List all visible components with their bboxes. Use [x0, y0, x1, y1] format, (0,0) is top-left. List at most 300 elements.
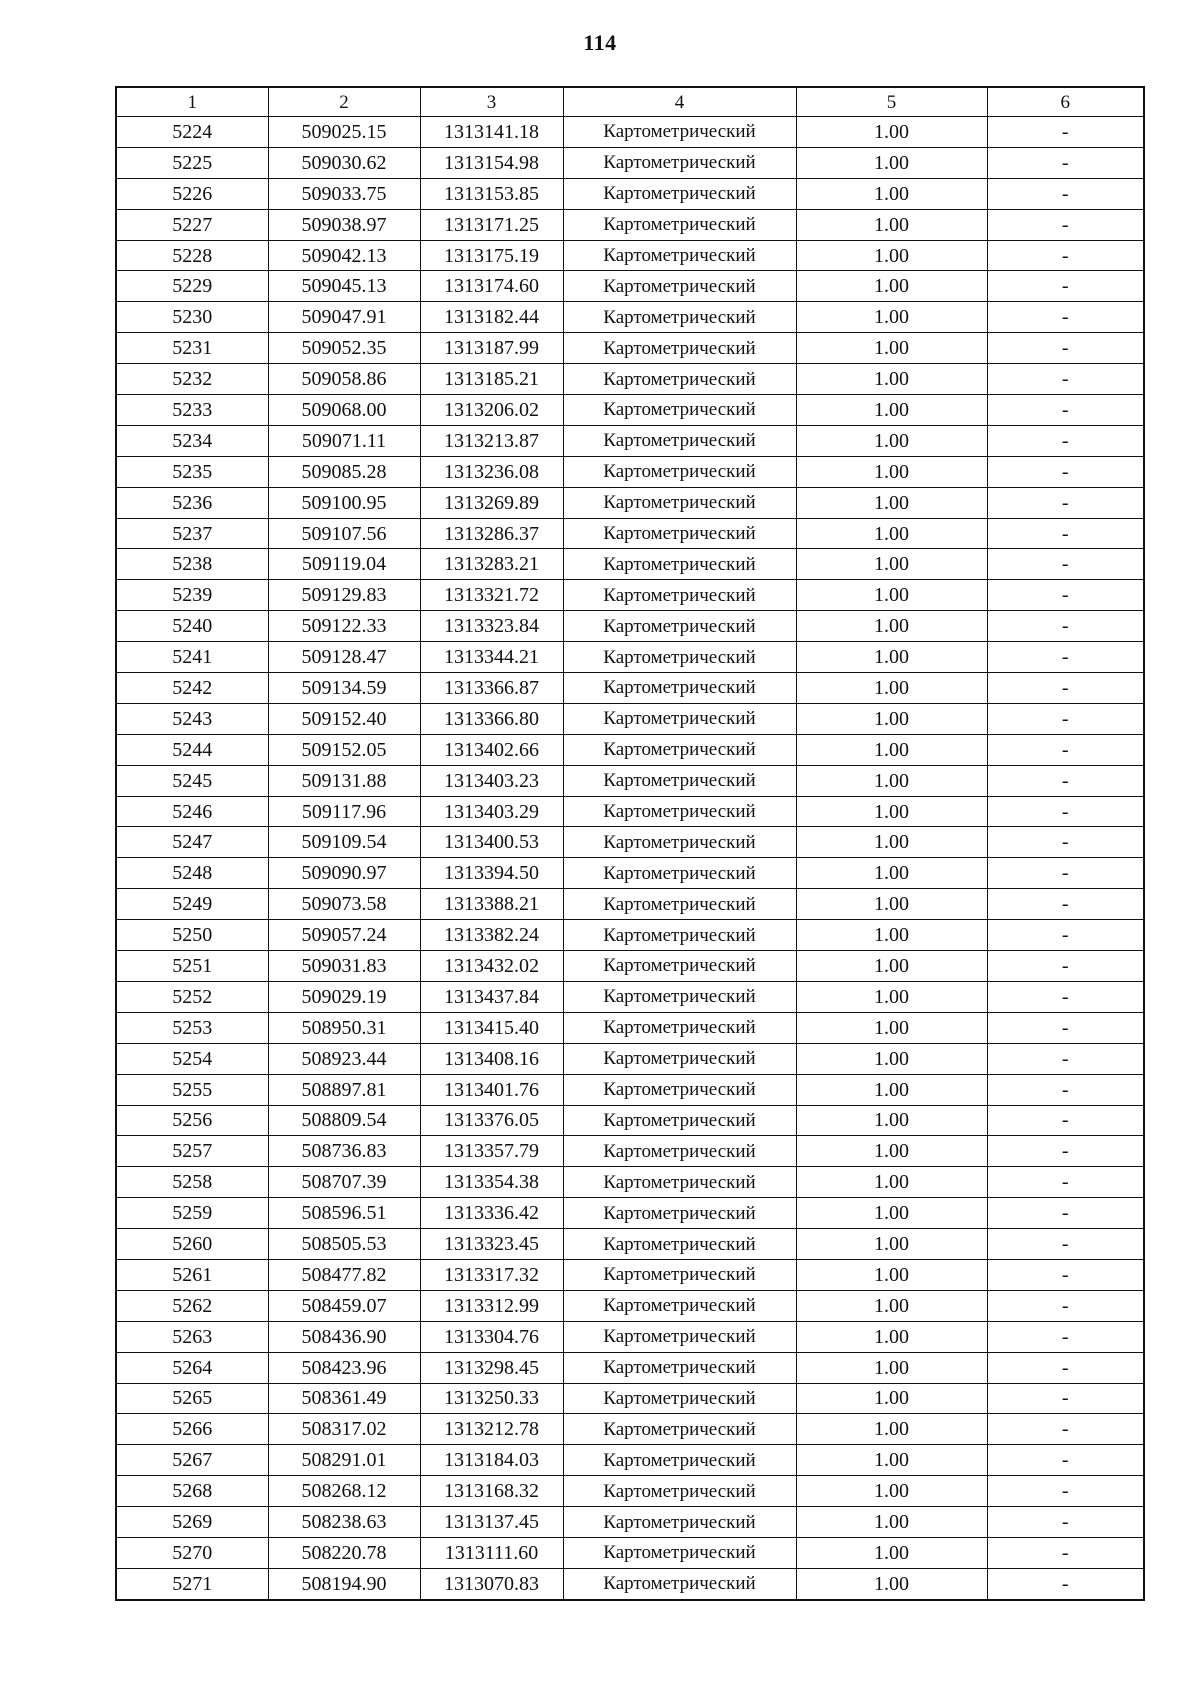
y-coordinate-cell: 1313250.33 — [420, 1383, 563, 1414]
accuracy-cell: 1.00 — [796, 1198, 987, 1229]
y-coordinate-cell: 1313236.08 — [420, 456, 563, 487]
method-cell: Картометрический — [563, 425, 796, 456]
x-coordinate-cell: 509073.58 — [268, 889, 420, 920]
method-cell: Картометрический — [563, 395, 796, 426]
table-row — [116, 889, 1144, 920]
note-cell: - — [987, 1105, 1144, 1136]
y-coordinate-cell: 1313357.79 — [420, 1136, 563, 1167]
x-coordinate-cell: 509134.59 — [268, 673, 420, 704]
table-row — [116, 642, 1144, 673]
table-row — [116, 981, 1144, 1012]
point-number-cell: 5257 — [116, 1136, 268, 1167]
table-row — [116, 1074, 1144, 1105]
accuracy-cell: 1.00 — [796, 642, 987, 673]
table-body — [116, 117, 1144, 1600]
note-cell: - — [987, 333, 1144, 364]
accuracy-cell: 1.00 — [796, 889, 987, 920]
accuracy-cell: 1.00 — [796, 858, 987, 889]
y-coordinate-cell: 1313168.32 — [420, 1476, 563, 1507]
method-cell: Картометрический — [563, 734, 796, 765]
column-header-1: 1 — [116, 87, 268, 117]
x-coordinate-cell: 509090.97 — [268, 858, 420, 889]
method-cell: Картометрический — [563, 1476, 796, 1507]
point-number-cell: 5266 — [116, 1414, 268, 1445]
table-row — [116, 333, 1144, 364]
note-cell: - — [987, 920, 1144, 951]
method-cell: Картометрический — [563, 1537, 796, 1568]
y-coordinate-cell: 1313206.02 — [420, 395, 563, 426]
point-number-cell: 5261 — [116, 1259, 268, 1290]
method-cell: Картометрический — [563, 1259, 796, 1290]
table-row — [116, 209, 1144, 240]
column-header-6: 6 — [987, 87, 1144, 117]
x-coordinate-cell: 509038.97 — [268, 209, 420, 240]
y-coordinate-cell: 1313111.60 — [420, 1537, 563, 1568]
method-cell: Картометрический — [563, 1167, 796, 1198]
x-coordinate-cell: 508268.12 — [268, 1476, 420, 1507]
table-row — [116, 796, 1144, 827]
accuracy-cell: 1.00 — [796, 117, 987, 148]
page-number: 114 — [583, 30, 617, 55]
point-number-cell: 5231 — [116, 333, 268, 364]
table-row — [116, 395, 1144, 426]
note-cell: - — [987, 1352, 1144, 1383]
x-coordinate-cell: 509152.05 — [268, 734, 420, 765]
method-cell: Картометрический — [563, 1568, 796, 1599]
x-coordinate-cell: 508238.63 — [268, 1507, 420, 1538]
point-number-cell: 5258 — [116, 1167, 268, 1198]
note-cell: - — [987, 1568, 1144, 1599]
y-coordinate-cell: 1313175.19 — [420, 240, 563, 271]
table-row — [116, 518, 1144, 549]
note-cell: - — [987, 147, 1144, 178]
y-coordinate-cell: 1313185.21 — [420, 364, 563, 395]
accuracy-cell: 1.00 — [796, 209, 987, 240]
table-row — [116, 920, 1144, 951]
point-number-cell: 5245 — [116, 765, 268, 796]
accuracy-cell: 1.00 — [796, 765, 987, 796]
note-cell: - — [987, 1074, 1144, 1105]
point-number-cell: 5235 — [116, 456, 268, 487]
point-number-cell: 5253 — [116, 1012, 268, 1043]
point-number-cell: 5225 — [116, 147, 268, 178]
table-row — [116, 1136, 1144, 1167]
note-cell: - — [987, 1476, 1144, 1507]
y-coordinate-cell: 1313312.99 — [420, 1290, 563, 1321]
method-cell: Картометрический — [563, 364, 796, 395]
point-number-cell: 5244 — [116, 734, 268, 765]
table-row — [116, 1445, 1144, 1476]
note-cell: - — [987, 1198, 1144, 1229]
method-cell: Картометрический — [563, 827, 796, 858]
accuracy-cell: 1.00 — [796, 1167, 987, 1198]
table-row — [116, 734, 1144, 765]
y-coordinate-cell: 1313286.37 — [420, 518, 563, 549]
point-number-cell: 5246 — [116, 796, 268, 827]
method-cell: Картометрический — [563, 549, 796, 580]
method-cell: Картометрический — [563, 302, 796, 333]
table-row — [116, 117, 1144, 148]
table-row — [116, 611, 1144, 642]
x-coordinate-cell: 508707.39 — [268, 1167, 420, 1198]
accuracy-cell: 1.00 — [796, 734, 987, 765]
note-cell: - — [987, 703, 1144, 734]
point-number-cell: 5260 — [116, 1229, 268, 1260]
table-row — [116, 1383, 1144, 1414]
method-cell: Картометрический — [563, 703, 796, 734]
table-row — [116, 1568, 1144, 1599]
note-cell: - — [987, 364, 1144, 395]
table-row — [116, 1229, 1144, 1260]
y-coordinate-cell: 1313366.87 — [420, 673, 563, 704]
coordinates-table — [115, 86, 1145, 1601]
method-cell: Картометрический — [563, 889, 796, 920]
point-number-cell: 5236 — [116, 487, 268, 518]
accuracy-cell: 1.00 — [796, 1290, 987, 1321]
x-coordinate-cell: 508361.49 — [268, 1383, 420, 1414]
note-cell: - — [987, 673, 1144, 704]
method-cell: Картометрический — [563, 796, 796, 827]
y-coordinate-cell: 1313141.18 — [420, 117, 563, 148]
column-header-2: 2 — [268, 87, 420, 117]
table-row — [116, 858, 1144, 889]
table-row — [116, 302, 1144, 333]
x-coordinate-cell: 508477.82 — [268, 1259, 420, 1290]
point-number-cell: 5230 — [116, 302, 268, 333]
point-number-cell: 5240 — [116, 611, 268, 642]
accuracy-cell: 1.00 — [796, 1507, 987, 1538]
point-number-cell: 5241 — [116, 642, 268, 673]
accuracy-cell: 1.00 — [796, 240, 987, 271]
y-coordinate-cell: 1313432.02 — [420, 951, 563, 982]
accuracy-cell: 1.00 — [796, 456, 987, 487]
table-row — [116, 1352, 1144, 1383]
point-number-cell: 5271 — [116, 1568, 268, 1599]
method-cell: Картометрический — [563, 920, 796, 951]
y-coordinate-cell: 1313184.03 — [420, 1445, 563, 1476]
method-cell: Картометрический — [563, 1105, 796, 1136]
accuracy-cell: 1.00 — [796, 302, 987, 333]
point-number-cell: 5227 — [116, 209, 268, 240]
accuracy-cell: 1.00 — [796, 827, 987, 858]
point-number-cell: 5229 — [116, 271, 268, 302]
point-number-cell: 5249 — [116, 889, 268, 920]
table-row — [116, 178, 1144, 209]
point-number-cell: 5256 — [116, 1105, 268, 1136]
accuracy-cell: 1.00 — [796, 1537, 987, 1568]
note-cell: - — [987, 1445, 1144, 1476]
table-row — [116, 1012, 1144, 1043]
note-cell: - — [987, 611, 1144, 642]
point-number-cell: 5268 — [116, 1476, 268, 1507]
point-number-cell: 5238 — [116, 549, 268, 580]
note-cell: - — [987, 734, 1144, 765]
x-coordinate-cell: 508423.96 — [268, 1352, 420, 1383]
point-number-cell: 5251 — [116, 951, 268, 982]
column-header-4: 4 — [563, 87, 796, 117]
point-number-cell: 5239 — [116, 580, 268, 611]
point-number-cell: 5232 — [116, 364, 268, 395]
y-coordinate-cell: 1313336.42 — [420, 1198, 563, 1229]
y-coordinate-cell: 1313154.98 — [420, 147, 563, 178]
table-row — [116, 1043, 1144, 1074]
note-cell: - — [987, 549, 1144, 580]
accuracy-cell: 1.00 — [796, 1568, 987, 1599]
x-coordinate-cell: 509057.24 — [268, 920, 420, 951]
note-cell: - — [987, 1290, 1144, 1321]
note-cell: - — [987, 518, 1144, 549]
method-cell: Картометрический — [563, 981, 796, 1012]
x-coordinate-cell: 509107.56 — [268, 518, 420, 549]
x-coordinate-cell: 509071.11 — [268, 425, 420, 456]
x-coordinate-cell: 508194.90 — [268, 1568, 420, 1599]
note-cell: - — [987, 117, 1144, 148]
accuracy-cell: 1.00 — [796, 1321, 987, 1352]
point-number-cell: 5269 — [116, 1507, 268, 1538]
note-cell: - — [987, 765, 1144, 796]
y-coordinate-cell: 1313317.32 — [420, 1259, 563, 1290]
x-coordinate-cell: 509117.96 — [268, 796, 420, 827]
x-coordinate-cell: 508736.83 — [268, 1136, 420, 1167]
header-row — [116, 87, 1144, 117]
accuracy-cell: 1.00 — [796, 1445, 987, 1476]
note-cell: - — [987, 827, 1144, 858]
note-cell: - — [987, 425, 1144, 456]
y-coordinate-cell: 1313388.21 — [420, 889, 563, 920]
method-cell: Картометрический — [563, 333, 796, 364]
y-coordinate-cell: 1313437.84 — [420, 981, 563, 1012]
y-coordinate-cell: 1313382.24 — [420, 920, 563, 951]
method-cell: Картометрический — [563, 1136, 796, 1167]
accuracy-cell: 1.00 — [796, 1414, 987, 1445]
y-coordinate-cell: 1313400.53 — [420, 827, 563, 858]
y-coordinate-cell: 1313070.83 — [420, 1568, 563, 1599]
column-header-3: 3 — [420, 87, 563, 117]
point-number-cell: 5226 — [116, 178, 268, 209]
x-coordinate-cell: 508809.54 — [268, 1105, 420, 1136]
table-row — [116, 456, 1144, 487]
method-cell: Картометрический — [563, 1507, 796, 1538]
y-coordinate-cell: 1313323.84 — [420, 611, 563, 642]
method-cell: Картометрический — [563, 1352, 796, 1383]
y-coordinate-cell: 1313213.87 — [420, 425, 563, 456]
y-coordinate-cell: 1313137.45 — [420, 1507, 563, 1538]
note-cell: - — [987, 271, 1144, 302]
table-row — [116, 425, 1144, 456]
x-coordinate-cell: 509085.28 — [268, 456, 420, 487]
y-coordinate-cell: 1313187.99 — [420, 333, 563, 364]
table-row — [116, 240, 1144, 271]
note-cell: - — [987, 889, 1144, 920]
accuracy-cell: 1.00 — [796, 580, 987, 611]
note-cell: - — [987, 951, 1144, 982]
accuracy-cell: 1.00 — [796, 549, 987, 580]
method-cell: Картометрический — [563, 518, 796, 549]
point-number-cell: 5254 — [116, 1043, 268, 1074]
x-coordinate-cell: 508950.31 — [268, 1012, 420, 1043]
y-coordinate-cell: 1313283.21 — [420, 549, 563, 580]
y-coordinate-cell: 1313304.76 — [420, 1321, 563, 1352]
method-cell: Картометрический — [563, 147, 796, 178]
note-cell: - — [987, 1507, 1144, 1538]
y-coordinate-cell: 1313182.44 — [420, 302, 563, 333]
method-cell: Картометрический — [563, 1414, 796, 1445]
point-number-cell: 5267 — [116, 1445, 268, 1476]
x-coordinate-cell: 508436.90 — [268, 1321, 420, 1352]
x-coordinate-cell: 509152.40 — [268, 703, 420, 734]
point-number-cell: 5250 — [116, 920, 268, 951]
x-coordinate-cell: 509119.04 — [268, 549, 420, 580]
y-coordinate-cell: 1313376.05 — [420, 1105, 563, 1136]
note-cell: - — [987, 1043, 1144, 1074]
accuracy-cell: 1.00 — [796, 147, 987, 178]
accuracy-cell: 1.00 — [796, 703, 987, 734]
table-row — [116, 580, 1144, 611]
note-cell: - — [987, 395, 1144, 426]
accuracy-cell: 1.00 — [796, 364, 987, 395]
table-row — [116, 765, 1144, 796]
point-number-cell: 5259 — [116, 1198, 268, 1229]
x-coordinate-cell: 508317.02 — [268, 1414, 420, 1445]
accuracy-cell: 1.00 — [796, 1229, 987, 1260]
y-coordinate-cell: 1313408.16 — [420, 1043, 563, 1074]
method-cell: Картометрический — [563, 1229, 796, 1260]
x-coordinate-cell: 508923.44 — [268, 1043, 420, 1074]
note-cell: - — [987, 456, 1144, 487]
y-coordinate-cell: 1313174.60 — [420, 271, 563, 302]
table-row — [116, 1321, 1144, 1352]
table-row — [116, 1105, 1144, 1136]
accuracy-cell: 1.00 — [796, 1043, 987, 1074]
x-coordinate-cell: 509122.33 — [268, 611, 420, 642]
point-number-cell: 5255 — [116, 1074, 268, 1105]
x-coordinate-cell: 508897.81 — [268, 1074, 420, 1105]
x-coordinate-cell: 509042.13 — [268, 240, 420, 271]
x-coordinate-cell: 509109.54 — [268, 827, 420, 858]
table-row — [116, 1537, 1144, 1568]
y-coordinate-cell: 1313354.38 — [420, 1167, 563, 1198]
table-row — [116, 1476, 1144, 1507]
accuracy-cell: 1.00 — [796, 518, 987, 549]
note-cell: - — [987, 240, 1144, 271]
point-number-cell: 5242 — [116, 673, 268, 704]
y-coordinate-cell: 1313403.29 — [420, 796, 563, 827]
y-coordinate-cell: 1313394.50 — [420, 858, 563, 889]
y-coordinate-cell: 1313401.76 — [420, 1074, 563, 1105]
x-coordinate-cell: 509131.88 — [268, 765, 420, 796]
accuracy-cell: 1.00 — [796, 1352, 987, 1383]
point-number-cell: 5233 — [116, 395, 268, 426]
y-coordinate-cell: 1313171.25 — [420, 209, 563, 240]
table-row — [116, 951, 1144, 982]
y-coordinate-cell: 1313402.66 — [420, 734, 563, 765]
method-cell: Картометрический — [563, 1383, 796, 1414]
y-coordinate-cell: 1313366.80 — [420, 703, 563, 734]
table-row — [116, 1198, 1144, 1229]
x-coordinate-cell: 509058.86 — [268, 364, 420, 395]
accuracy-cell: 1.00 — [796, 425, 987, 456]
y-coordinate-cell: 1313298.45 — [420, 1352, 563, 1383]
note-cell: - — [987, 209, 1144, 240]
accuracy-cell: 1.00 — [796, 920, 987, 951]
accuracy-cell: 1.00 — [796, 981, 987, 1012]
method-cell: Картометрический — [563, 271, 796, 302]
y-coordinate-cell: 1313344.21 — [420, 642, 563, 673]
accuracy-cell: 1.00 — [796, 333, 987, 364]
x-coordinate-cell: 509030.62 — [268, 147, 420, 178]
method-cell: Картометрический — [563, 209, 796, 240]
point-number-cell: 5264 — [116, 1352, 268, 1383]
point-number-cell: 5243 — [116, 703, 268, 734]
accuracy-cell: 1.00 — [796, 487, 987, 518]
point-number-cell: 5263 — [116, 1321, 268, 1352]
method-cell: Картометрический — [563, 611, 796, 642]
method-cell: Картометрический — [563, 1074, 796, 1105]
note-cell: - — [987, 1383, 1144, 1414]
note-cell: - — [987, 1537, 1144, 1568]
y-coordinate-cell: 1313212.78 — [420, 1414, 563, 1445]
note-cell: - — [987, 1414, 1144, 1445]
point-number-cell: 5248 — [116, 858, 268, 889]
table-row — [116, 1290, 1144, 1321]
accuracy-cell: 1.00 — [796, 1074, 987, 1105]
x-coordinate-cell: 509033.75 — [268, 178, 420, 209]
table-row — [116, 1167, 1144, 1198]
note-cell: - — [987, 178, 1144, 209]
accuracy-cell: 1.00 — [796, 395, 987, 426]
note-cell: - — [987, 1259, 1144, 1290]
method-cell: Картометрический — [563, 1043, 796, 1074]
x-coordinate-cell: 509129.83 — [268, 580, 420, 611]
table-row — [116, 703, 1144, 734]
table-row — [116, 1259, 1144, 1290]
accuracy-cell: 1.00 — [796, 673, 987, 704]
y-coordinate-cell: 1313415.40 — [420, 1012, 563, 1043]
method-cell: Картометрический — [563, 1445, 796, 1476]
table-row — [116, 364, 1144, 395]
accuracy-cell: 1.00 — [796, 1105, 987, 1136]
y-coordinate-cell: 1313269.89 — [420, 487, 563, 518]
x-coordinate-cell: 508459.07 — [268, 1290, 420, 1321]
x-coordinate-cell: 509025.15 — [268, 117, 420, 148]
note-cell: - — [987, 1229, 1144, 1260]
accuracy-cell: 1.00 — [796, 796, 987, 827]
table-row — [116, 271, 1144, 302]
table-row — [116, 673, 1144, 704]
note-cell: - — [987, 487, 1144, 518]
x-coordinate-cell: 509068.00 — [268, 395, 420, 426]
table-row — [116, 827, 1144, 858]
y-coordinate-cell: 1313153.85 — [420, 178, 563, 209]
x-coordinate-cell: 509031.83 — [268, 951, 420, 982]
method-cell: Картометрический — [563, 240, 796, 271]
accuracy-cell: 1.00 — [796, 1259, 987, 1290]
table-row — [116, 1414, 1144, 1445]
point-number-cell: 5228 — [116, 240, 268, 271]
method-cell: Картометрический — [563, 1290, 796, 1321]
note-cell: - — [987, 796, 1144, 827]
method-cell: Картометрический — [563, 1012, 796, 1043]
note-cell: - — [987, 1136, 1144, 1167]
method-cell: Картометрический — [563, 765, 796, 796]
table-row — [116, 1507, 1144, 1538]
point-number-cell: 5247 — [116, 827, 268, 858]
method-cell: Картометрический — [563, 1321, 796, 1352]
method-cell: Картометрический — [563, 580, 796, 611]
table-row — [116, 147, 1144, 178]
table-row — [116, 487, 1144, 518]
x-coordinate-cell: 508596.51 — [268, 1198, 420, 1229]
